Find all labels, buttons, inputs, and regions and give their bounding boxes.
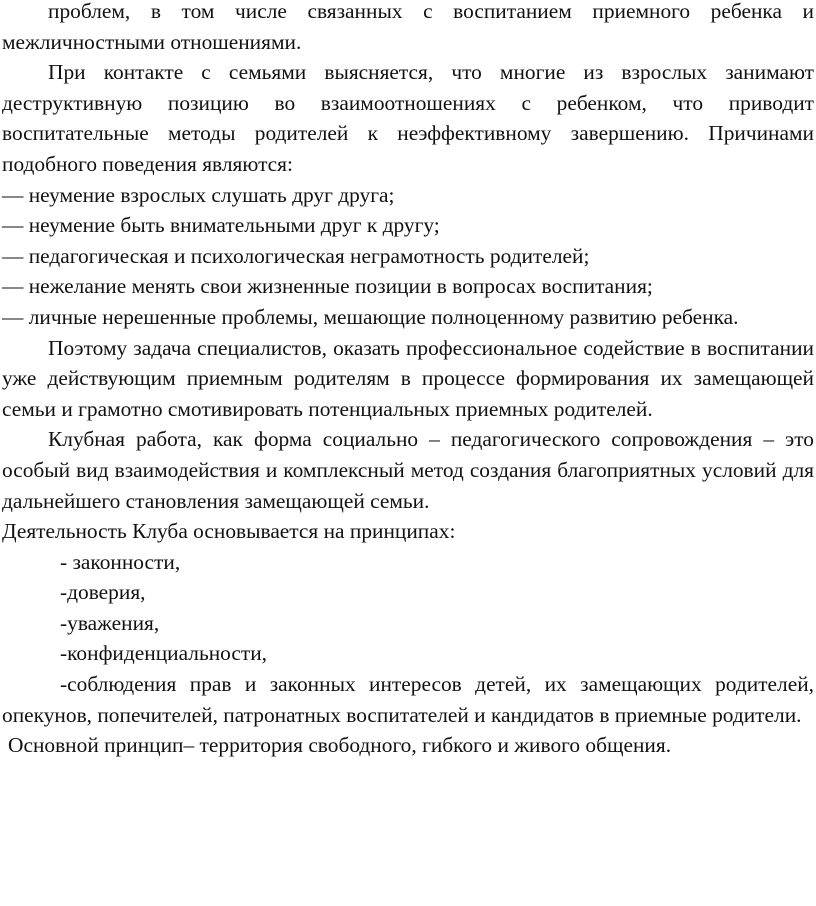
reason-item-3: — педагогическая и психологическая неграмотность родителей; — [2, 243, 590, 268]
principle-legality: - законности, — [60, 549, 181, 574]
reason-item-5: — личные нерешенные проблемы, мешающие полноценному развитию ребенка. — [2, 304, 739, 329]
reason-item-2: — неумение быть внимательными друг к другу; — [2, 213, 440, 238]
reason-item-4: — нежелание менять свои жизненные позиции в вопросах воспитания; — [2, 274, 653, 299]
paragraph-club-work: Клубная работа, как форма социально – педагогического сопровождения – это особый вид взаимодействия и комплексный метод создания благоприятных условий для дальнейшего становления замещающей семьи. — [2, 427, 814, 513]
paragraph-continuation: проблем, в том числе связанных с воспитанием приемного ребенка и межличностными отношениями. — [2, 0, 814, 54]
principle-rights: -соблюдения прав и законных интересов детей, их замещающих родителей, опекунов, попечителей, патронатных воспитателей и кандидатов в приемные родители. — [2, 672, 814, 727]
paragraph-family-contact: При контакте с семьями выясняется, что многие из взрослых занимают деструктивную позицию во взаимоотношениях с ребенком, что приводит воспитательные методы родителей к неэффективному завершению. Причинами подобного поведения являются: — [2, 60, 814, 176]
principle-trust: -доверия, — [60, 580, 146, 605]
paragraph-specialists-task: Поэтому задача специалистов, оказать профессиональное содействие в воспитании уже действующим приемным родителям в процессе формирования их замещающей семьи и грамотно смотивировать потенциальных приемных родителей. — [2, 335, 814, 421]
principle-respect: -уважения, — [60, 610, 160, 635]
closing-principle: Основной принцип– территория свободного, гибкого и живого общения. — [8, 733, 672, 758]
reason-item-1: — неумение взрослых слушать друг друга; — [2, 182, 395, 207]
principle-confidentiality: -конфиденциальности, — [60, 641, 268, 666]
principles-intro: Деятельность Клуба основывается на принципах: — [2, 519, 456, 544]
